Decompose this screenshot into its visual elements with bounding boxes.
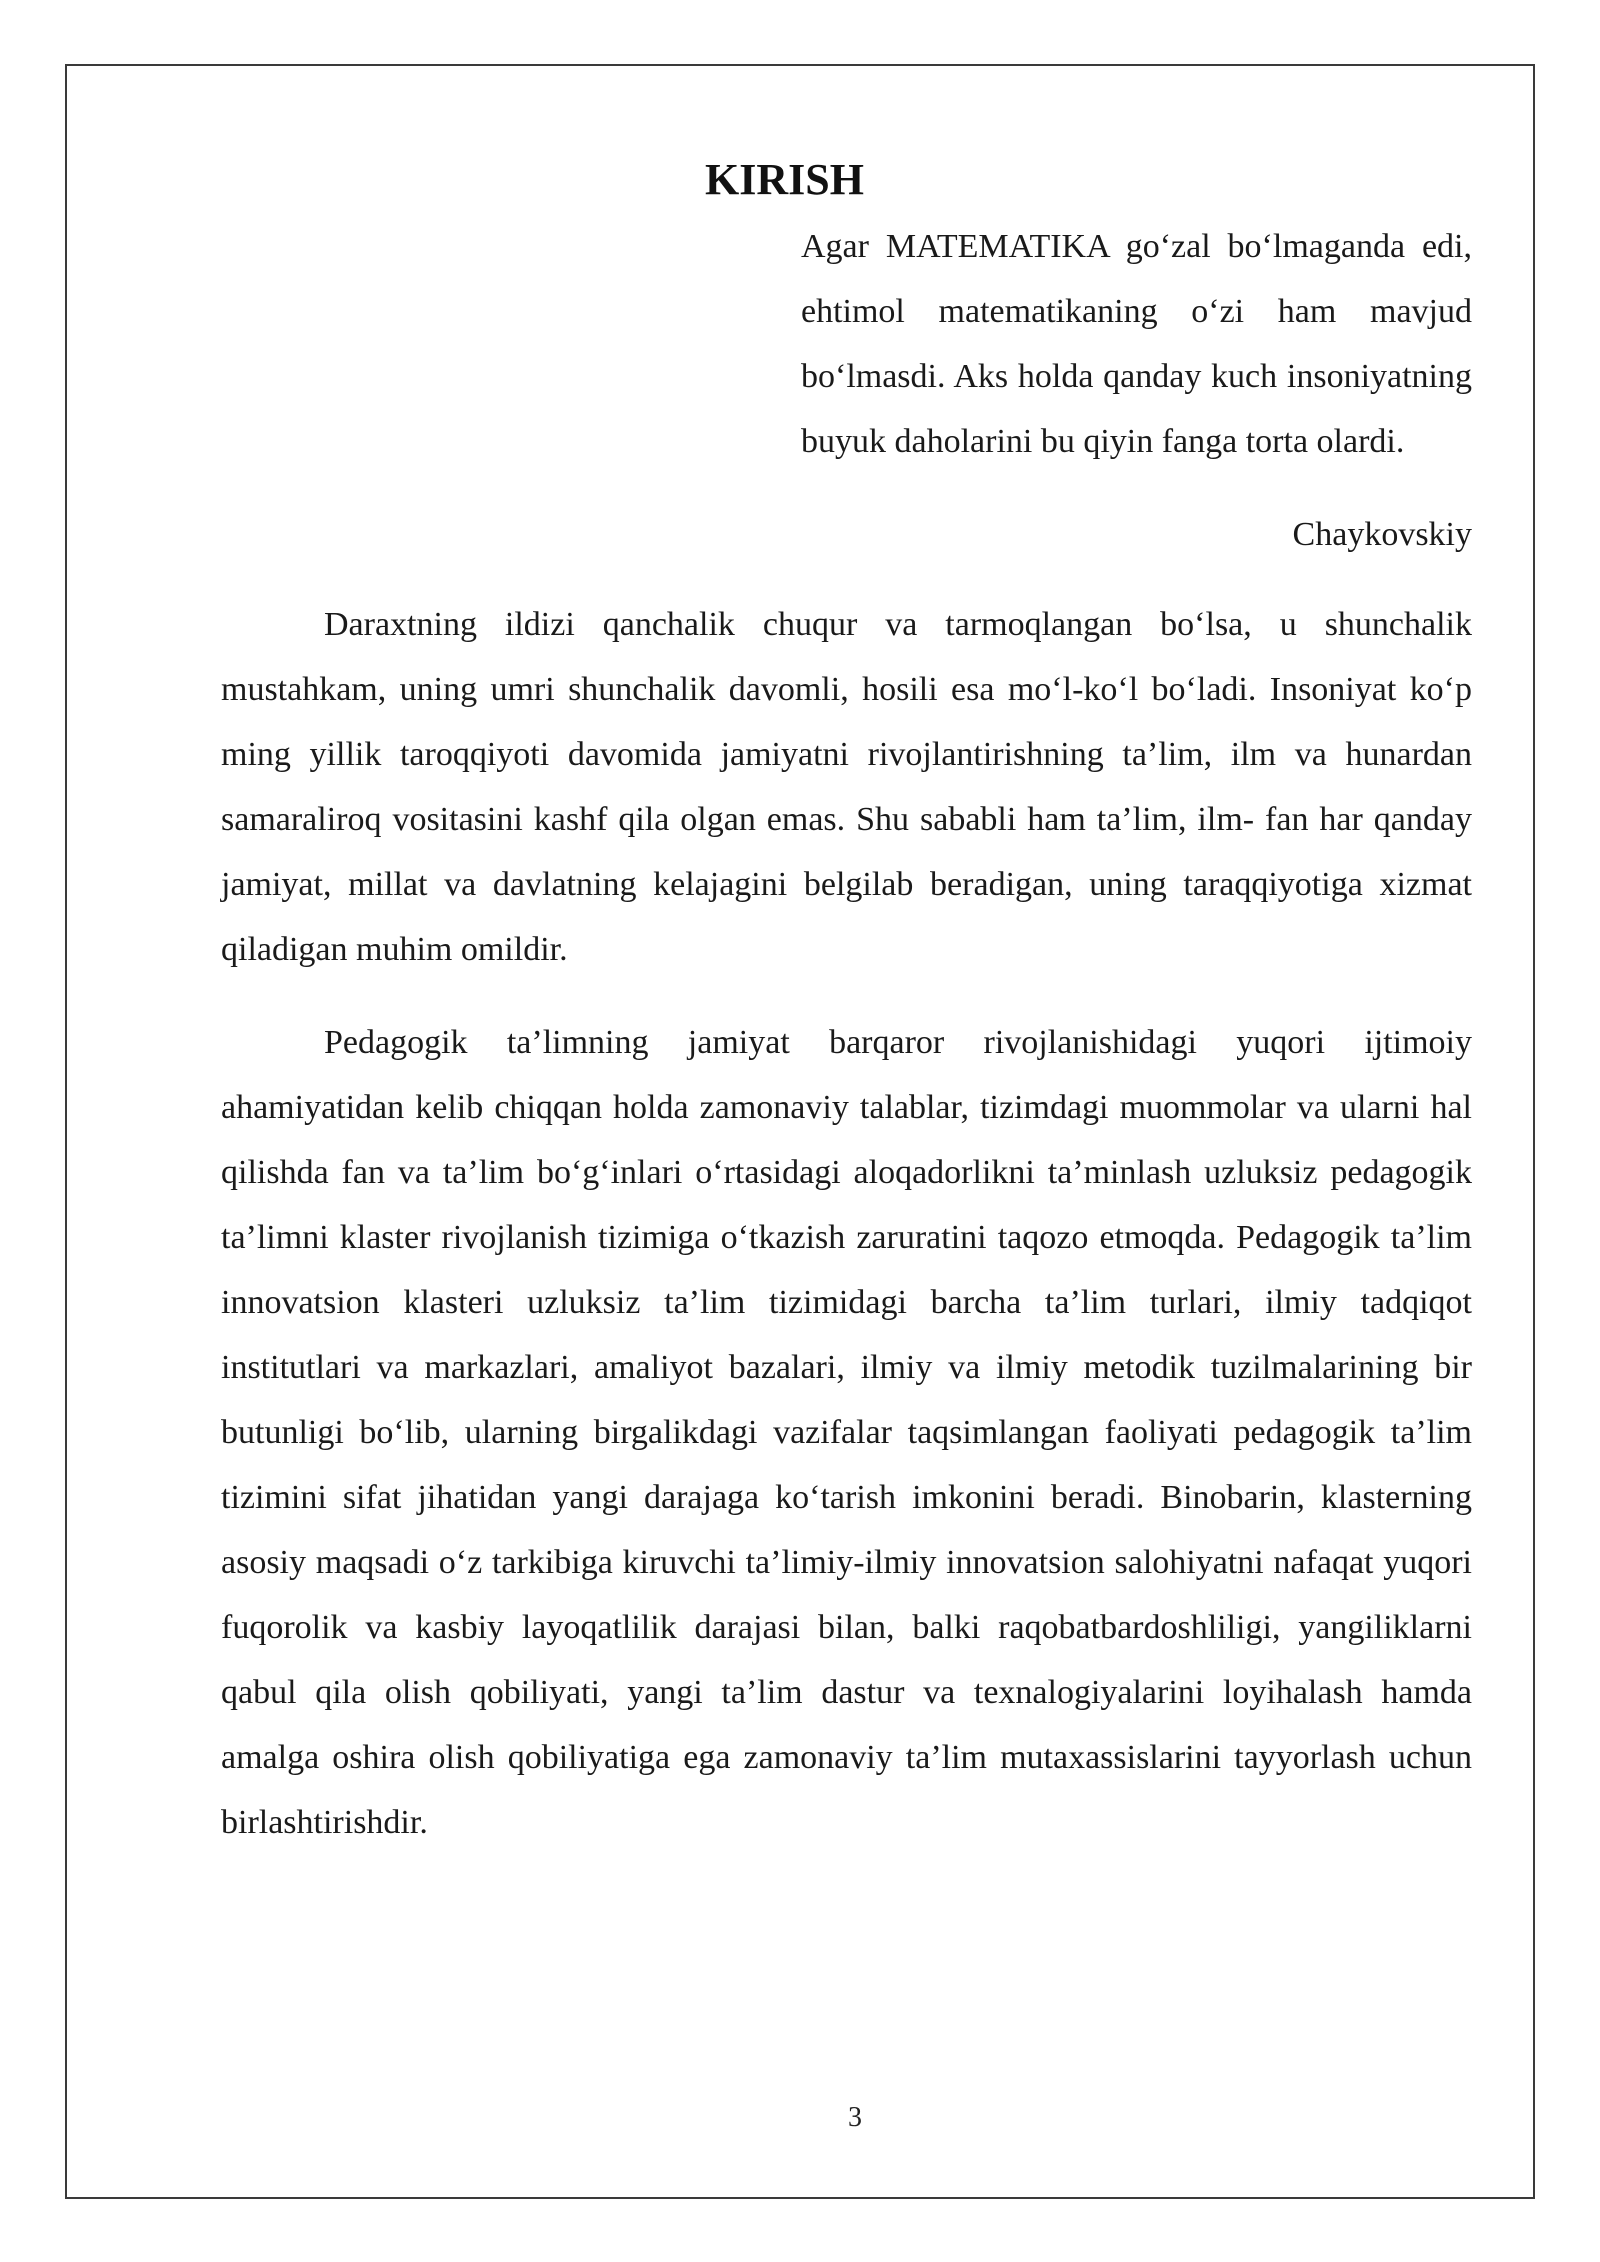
body-paragraph-2: Pedagogik ta’limning jamiyat barqaror rivojlanishidagi yuqori ijtimoiy ahamiyatidan kelib chiqqan holda zamonaviy talablar, tizimdagi muommolar va ularni hal qilishda fan va ta’lim bo‘g‘inlari o‘rtasidagi aloqadorlikni ta’minlash uzluksiz pedagogik ta’limni klaster rivojlanish tizimiga o‘tkazish zaruratini taqozo etmoqda. Pedagogik ta’lim innovatsion klasteri uzluksiz ta’lim tizimidagi barcha ta’lim turlari, ilmiy tadqiqot institutlari va markazlari, amaliyot bazalari, ilmiy va ilmiy metodik tuzilmalarining bir butunligi bo‘lib, ularning birgalikdagi vazifalar taqsimlangan faoliyati pedagogik ta’lim tizimini sifat jihatidan yangi darajaga ko‘tarish imkonini beradi. Binobarin, klasterning asosiy maqsadi o‘z tarkibiga kiruvchi ta’limiy-ilmiy innovatsion salohiyatni nafaqat yuqori fuqorolik va kasbiy layoqatlilik darajasi bilan, balki raqobatbardoshliligi, yangiliklarni qabul qila olish qobiliyati, yangi ta’lim dastur va texnalogiyalarini loyihalash hamda amalga oshira olish qobiliyatiga ega zamonaviy ta’lim mutaxassislarini tayyorlash uchun birlashtirishdir. [221,1024,1472,1841]
page-number: 3 [848,2102,862,2133]
epigraph-quote: Agar MATEMATIKA go‘zal bo‘lmaganda edi, ehtimol matematikaning o‘zi ham mavjud bo‘lmasdi. Aks holda qanday kuch insoniyatning buyuk daholarini bu qiyin fanga torta olardi. [801,228,1472,460]
page-title: KIRISH [705,155,864,204]
body-paragraph-1: Daraxtning ildizi qanchalik chuqur va tarmoqlangan bo‘lsa, u shunchalik mustahkam, uning umri shunchalik davomli, hosili esa mo‘l-ko‘l bo‘ladi. Insoniyat ko‘p ming yillik taroqqiyoti davomida jamiyatni rivojlantirishning ta’lim, ilm va hunardan samaraliroq vositasini kashf qila olgan emas. Shu sababli ham ta’lim, ilm- fan har qanday jamiyat, millat va davlatning kelajagini belgilab beradigan, uning taraqqiyotiga xizmat qiladigan muhim omildir. [221,606,1472,968]
page-content [221,150,1472,1855]
epigraph-author: Chaykovskiy [1292,516,1472,553]
